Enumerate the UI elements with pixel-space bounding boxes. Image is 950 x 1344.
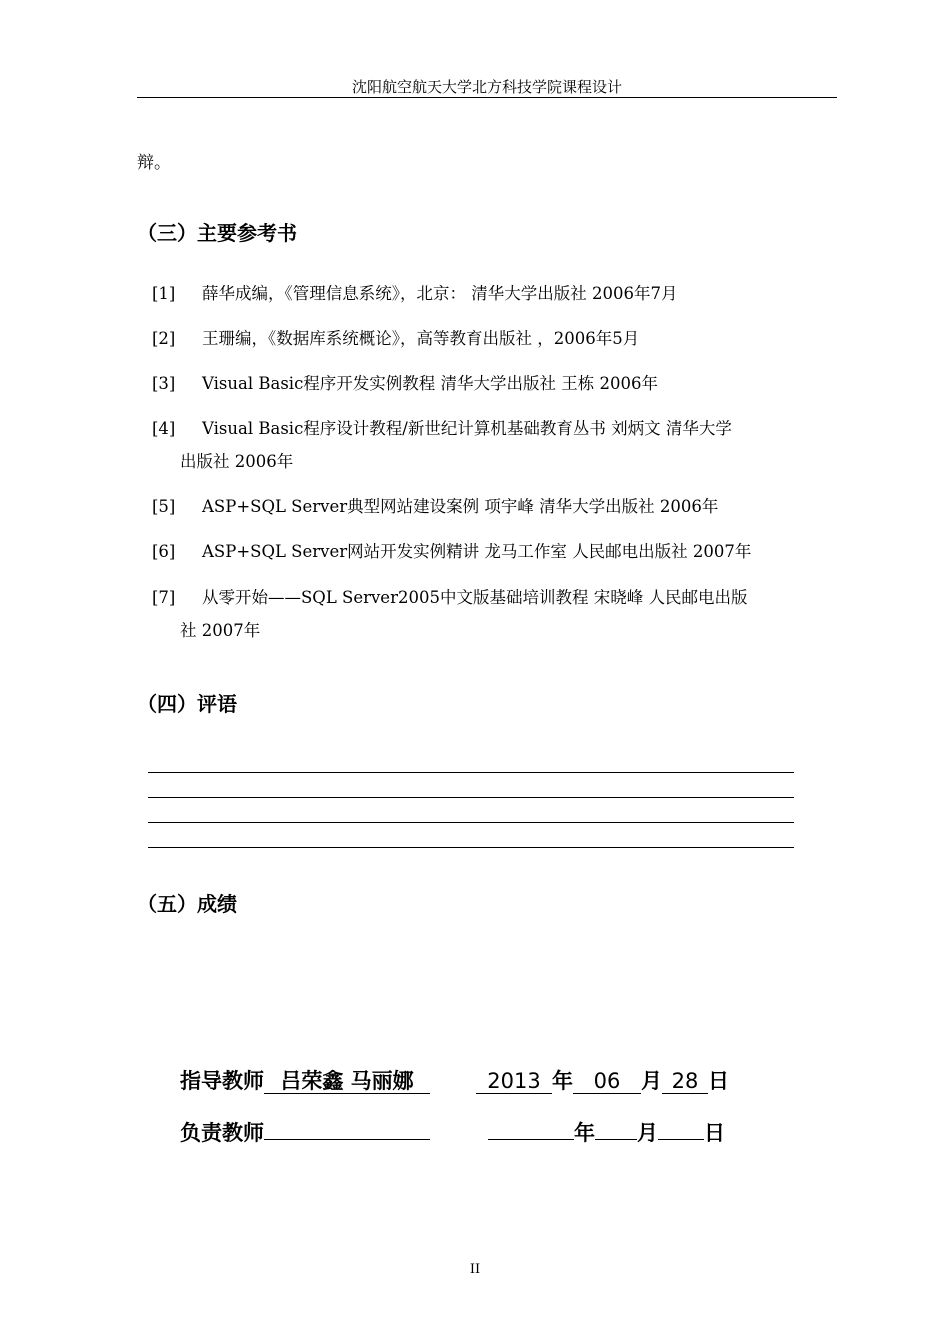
reference-text: ASP+SQL Server网站开发实例精讲 龙马工作室 人民邮电出版社 2007年 [202, 542, 752, 561]
advisor-day: 28 [662, 1069, 708, 1094]
reference-number: [2] [152, 329, 176, 348]
reference-item [152, 277, 842, 310]
responsible-name [264, 1115, 430, 1140]
reference-text-continued: 社 2007年 [180, 621, 261, 640]
day-unit: 日 [708, 1069, 729, 1093]
year-unit: 年 [552, 1069, 573, 1093]
reference-item [152, 581, 842, 647]
references-heading: （三）主要参考书 [137, 221, 297, 245]
reference-number: [4] [152, 419, 176, 438]
advisor-label: 指导教师 [180, 1069, 264, 1093]
comment-line [148, 847, 794, 848]
comment-line [148, 797, 794, 798]
reference-number: [3] [152, 374, 176, 393]
advisor-month: 06 [573, 1069, 641, 1094]
page-number: II [469, 1262, 481, 1277]
reference-item [152, 412, 842, 478]
comment-line [148, 772, 794, 773]
advisor-signature-row [180, 1065, 729, 1095]
comments-heading: （四）评语 [137, 692, 237, 716]
reference-number: [7] [152, 588, 176, 607]
reference-text: 王珊编，《数据库系统概论》，高等教育出版社 ，2006年5月 [202, 329, 640, 348]
reference-item [152, 535, 842, 568]
reference-text-continued: 出版社 2006年 [180, 452, 294, 471]
year-unit: 年 [574, 1121, 595, 1145]
responsible-signature-row [180, 1115, 725, 1147]
reference-text: ASP+SQL Server典型网站建设案例 项宇峰 清华大学出版社 2006年 [202, 497, 719, 516]
reference-item [152, 367, 842, 400]
month-unit: 月 [641, 1069, 662, 1093]
reference-number: [6] [152, 542, 176, 561]
reference-text: 薛华成编，《管理信息系统》，北京： 清华大学出版社 2006年7月 [202, 284, 678, 303]
reference-item [152, 322, 842, 355]
page-header: 沈阳航空航天大学北方科技学院课程设计 [351, 78, 622, 96]
reference-item [152, 490, 842, 523]
reference-number: [1] [152, 284, 176, 303]
reference-number: [5] [152, 497, 176, 516]
reference-text: Visual Basic程序设计教程/新世纪计算机基础教育丛书 刘炳文 清华大学 [202, 419, 732, 438]
responsible-day [658, 1115, 704, 1140]
month-unit: 月 [637, 1121, 658, 1145]
grade-heading: （五）成绩 [137, 892, 237, 916]
responsible-label: 负责教师 [180, 1121, 264, 1145]
continuation-text: 辩。 [137, 153, 171, 173]
day-unit: 日 [704, 1121, 725, 1145]
responsible-year [488, 1115, 574, 1140]
advisor-names: 吕荣鑫 马丽娜 [264, 1069, 430, 1094]
responsible-month [595, 1115, 637, 1140]
advisor-year: 2013 [476, 1069, 552, 1094]
reference-text: Visual Basic程序开发实例教程 清华大学出版社 王栋 2006年 [202, 374, 659, 393]
comment-line [148, 822, 794, 823]
header-rule [137, 97, 837, 98]
reference-text: 从零开始——SQL Server2005中文版基础培训教程 宋晓峰 人民邮电出版 [202, 588, 748, 607]
